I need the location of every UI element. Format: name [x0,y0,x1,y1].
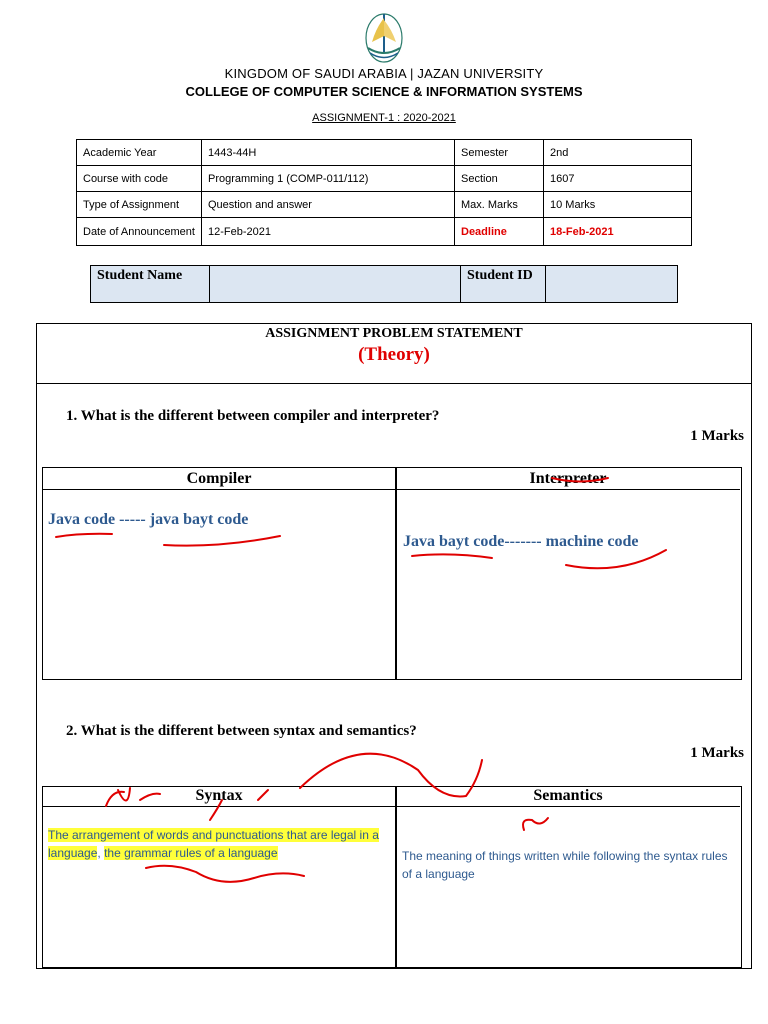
semester-label: Semester [455,140,544,166]
syntax-answer [48,826,384,862]
interpreter-answer-box [396,467,742,680]
question-2: 2. What is the different between syntax and semantics? [66,723,417,739]
header-college: COLLEGE OF COMPUTER SCIENCE & INFORMATION SYSTEMS [185,84,583,99]
date-value: 12-Feb-2021 [202,218,455,246]
section-label: Section [455,166,544,192]
problem-title: ASSIGNMENT PROBLEM STATEMENT [265,326,523,341]
semester-value: 2nd [544,140,692,166]
compiler-answer-box [42,467,396,680]
section-value: 1607 [544,166,692,192]
syntax-answer-sep: , [97,846,105,860]
assignment-title: ASSIGNMENT-1 : 2020-2021 [312,112,456,124]
date-label: Date of Announcement [77,218,202,246]
course-label: Course with code [77,166,202,192]
syntax-header: Syntax [195,787,243,804]
deadline-value: 18-Feb-2021 [544,218,692,246]
student-id-label: Student ID [461,266,546,303]
question-1-marks: 1 Marks [690,428,744,444]
compiler-answer: Java code ----- java bayt code [48,511,249,528]
course-value: Programming 1 (COMP-011/112) [202,166,455,192]
max-marks-value: 10 Marks [544,192,692,218]
assignment-info-table [76,139,692,246]
type-value: Question and answer [202,192,455,218]
deadline-label: Deadline [455,218,544,246]
interpreter-answer: Java bayt code------- machine code [403,533,639,550]
problem-subtitle: (Theory) [358,344,430,365]
divider [42,806,740,807]
syntax-answer-box [42,786,396,968]
max-marks-label: Max. Marks [455,192,544,218]
divider [42,489,740,490]
divider [36,383,752,384]
academic-year-value: 1443-44H [202,140,455,166]
student-name-label: Student Name [91,266,210,303]
question-2-marks: 1 Marks [690,745,744,761]
syntax-answer-part1: The arrangement of words and punctuations that are legal in a language [48,828,379,860]
academic-year-label: Academic Year [77,140,202,166]
interpreter-header: Interpreter [529,470,607,487]
semantics-answer: The meaning of things written while following the syntax rules of a language [402,849,728,881]
type-label: Type of Assignment [77,192,202,218]
semantics-header: Semantics [533,787,603,804]
student-table [90,265,678,303]
student-name-field[interactable] [210,266,461,303]
question-1: 1. What is the different between compiler and interpreter? [66,408,440,424]
compiler-header: Compiler [186,470,252,487]
syntax-answer-part2: the grammar rules of a language [104,846,278,860]
student-id-field[interactable] [546,266,678,303]
university-logo-icon [354,8,414,66]
header-kingdom: KINGDOM OF SAUDI ARABIA | JAZAN UNIVERSITY [224,66,544,81]
